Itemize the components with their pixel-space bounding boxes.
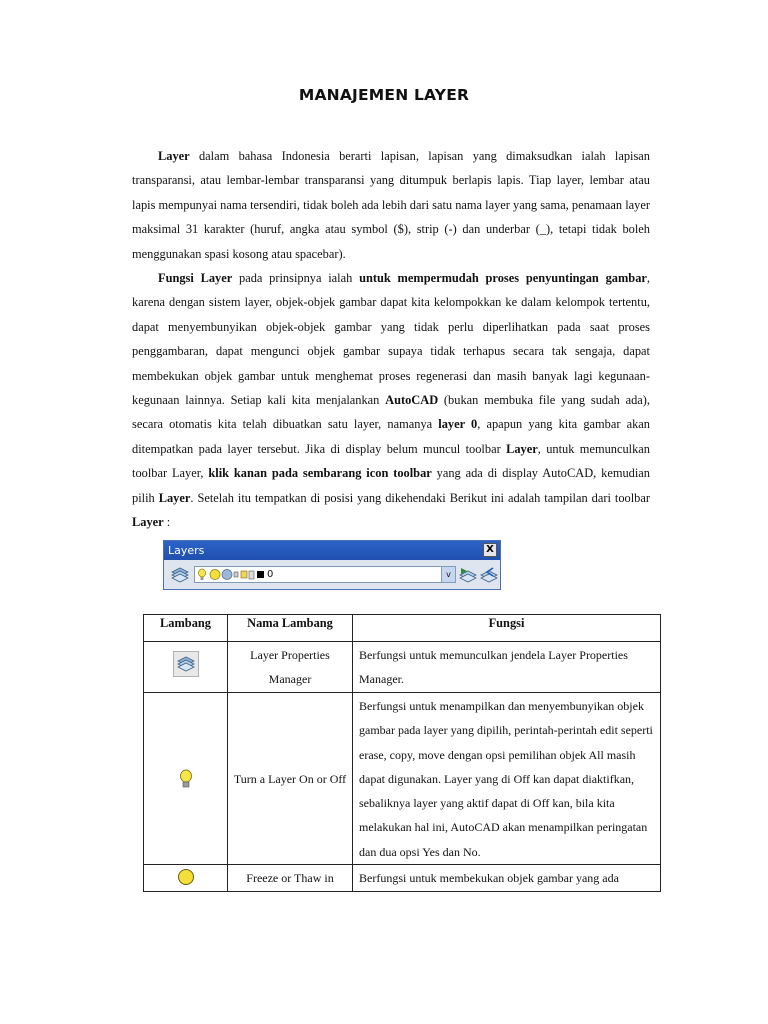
text-segment: . Setelah itu tempatkan di posisi yang dikehendaki Berikut ini adalah tampilan dari toolbar [190,490,650,505]
emphasis-purpose: untuk mempermudah proses penyuntingan gambar [359,271,647,286]
layer-properties-icon[interactable] [171,567,189,583]
layer-function-table [143,614,661,892]
layers-toolbar-image [163,540,501,590]
current-layer-value: 0 [267,569,274,580]
layer-dropdown[interactable] [194,566,456,583]
term-layer-menu: Layer [158,490,191,505]
sun-icon [177,868,195,886]
term-layer-toolbar-end: Layer [132,515,164,530]
lightbulb-icon [179,769,193,789]
body-text [132,144,650,535]
row-icon-cell [144,865,228,892]
toolbar-titlebar [164,541,500,560]
text-segment: , untuk memunculkan toolbar Layer, [132,441,650,481]
emphasis-right-click: klik kanan pada sembarang icon toolbar [208,466,432,481]
paragraph-layer-definition [132,144,650,266]
paragraph-text: dalam bahasa Indonesia berarti lapisan, lapisan yang dimaksudkan ialah lapisan transparansi, atau lembar-lembar transparansi yang ditumpuk berlapis lapis. Tiap layer, lembar atau lapis mempunyai nama tersendiri, tidak boleh ada lebih dari satu nama layer yang sama, penamaan layer maksimal 31 karakter (huruf, angka atau symbol ($), strip (-) dan underbar (_), tetapi tidak boleh menggunakan spasi kosong atau spacebar). [132,149,650,261]
row-desc-cell: Berfungsi untuk memunculkan jendela Layer Properties Manager. [353,642,661,693]
table-header-row [144,615,661,642]
term-layer-0: layer 0 [438,417,478,432]
row-icon-cell [144,693,228,865]
table-row [144,693,661,865]
toolbar-title: Layers [168,544,205,557]
make-current-layer-icon[interactable] [459,567,477,583]
text-segment: pada prinsipnya ialah [232,271,360,286]
term-autocad: AutoCAD [385,393,439,408]
page-title: MANAJEMEN LAYER [298,86,470,104]
term-layer-toolbar: Layer [506,441,538,456]
row-name-cell: Turn a Layer On or Off [228,693,353,865]
text-segment: yang ada di display AutoCAD, kemudian pilih [132,466,650,505]
layer-properties-icon [173,651,199,677]
text-segment: , apapun yang kita gambar akan ditempatkan pada layer tersebut. Jika di display belum muncul toolbar [132,417,650,456]
term-fungsi-layer: Fungsi Layer [158,271,233,286]
text-segment: : [163,515,171,530]
close-icon[interactable]: X [483,543,497,557]
row-desc-cell: Berfungsi untuk membekukan objek gambar yang ada [353,865,661,892]
term-layer: Layer [158,149,190,163]
layer-previous-icon[interactable] [480,567,498,583]
row-name-cell: Freeze or Thaw in [228,865,353,892]
text-segment: (bukan membuka file yang sudah ada), secara otomatis kita telah dibuatkan satu layer, namanya [132,393,651,432]
table-row [144,865,661,892]
row-desc-cell: Berfungsi untuk menampilkan dan menyembunyikan objek gambar pada layer yang dipilih, perintah-perintah edit seperti erase, copy, move dengan opsi pemilihan objek All masih dapat digunakan. Layer yang di Off kan dapat diaktifkan, sebaliknya layer yang aktif dapat di Off kan, bila kita melakukan hal ini, AutoCAD akan menampilkan peringatan dan dua opsi Yes dan No. [353,693,661,865]
chevron-down-icon[interactable]: v [441,567,455,582]
row-icon-cell [144,642,228,693]
table-row [144,642,661,693]
text-segment: , karena dengan sistem layer, objek-objek gambar dapat kita kelompokkan ke dalam kelompok tertentu, dapat menyembunyikan objek-objek gambar yang tidak perlu diperlihatkan pada saat proses penggambaran, dapat mengunci objek gambar supaya tidak terhapus secara tak sengaja, dapat membekukan objek gambar untuk menghemat proses regenerasi dan masih banyak lagi kegunaan-kegunaan lainnya. Setiap kali kita menjalankan [132,271,650,408]
row-name-cell: Layer Properties Manager [228,642,353,693]
header-fungsi: Fungsi [353,615,661,642]
paragraph-layer-function [132,266,650,534]
header-nama-lambang: Nama Lambang [228,615,353,642]
header-lambang: Lambang [144,615,228,642]
toolbar-row [164,560,500,589]
layer-state-icons [197,568,265,581]
